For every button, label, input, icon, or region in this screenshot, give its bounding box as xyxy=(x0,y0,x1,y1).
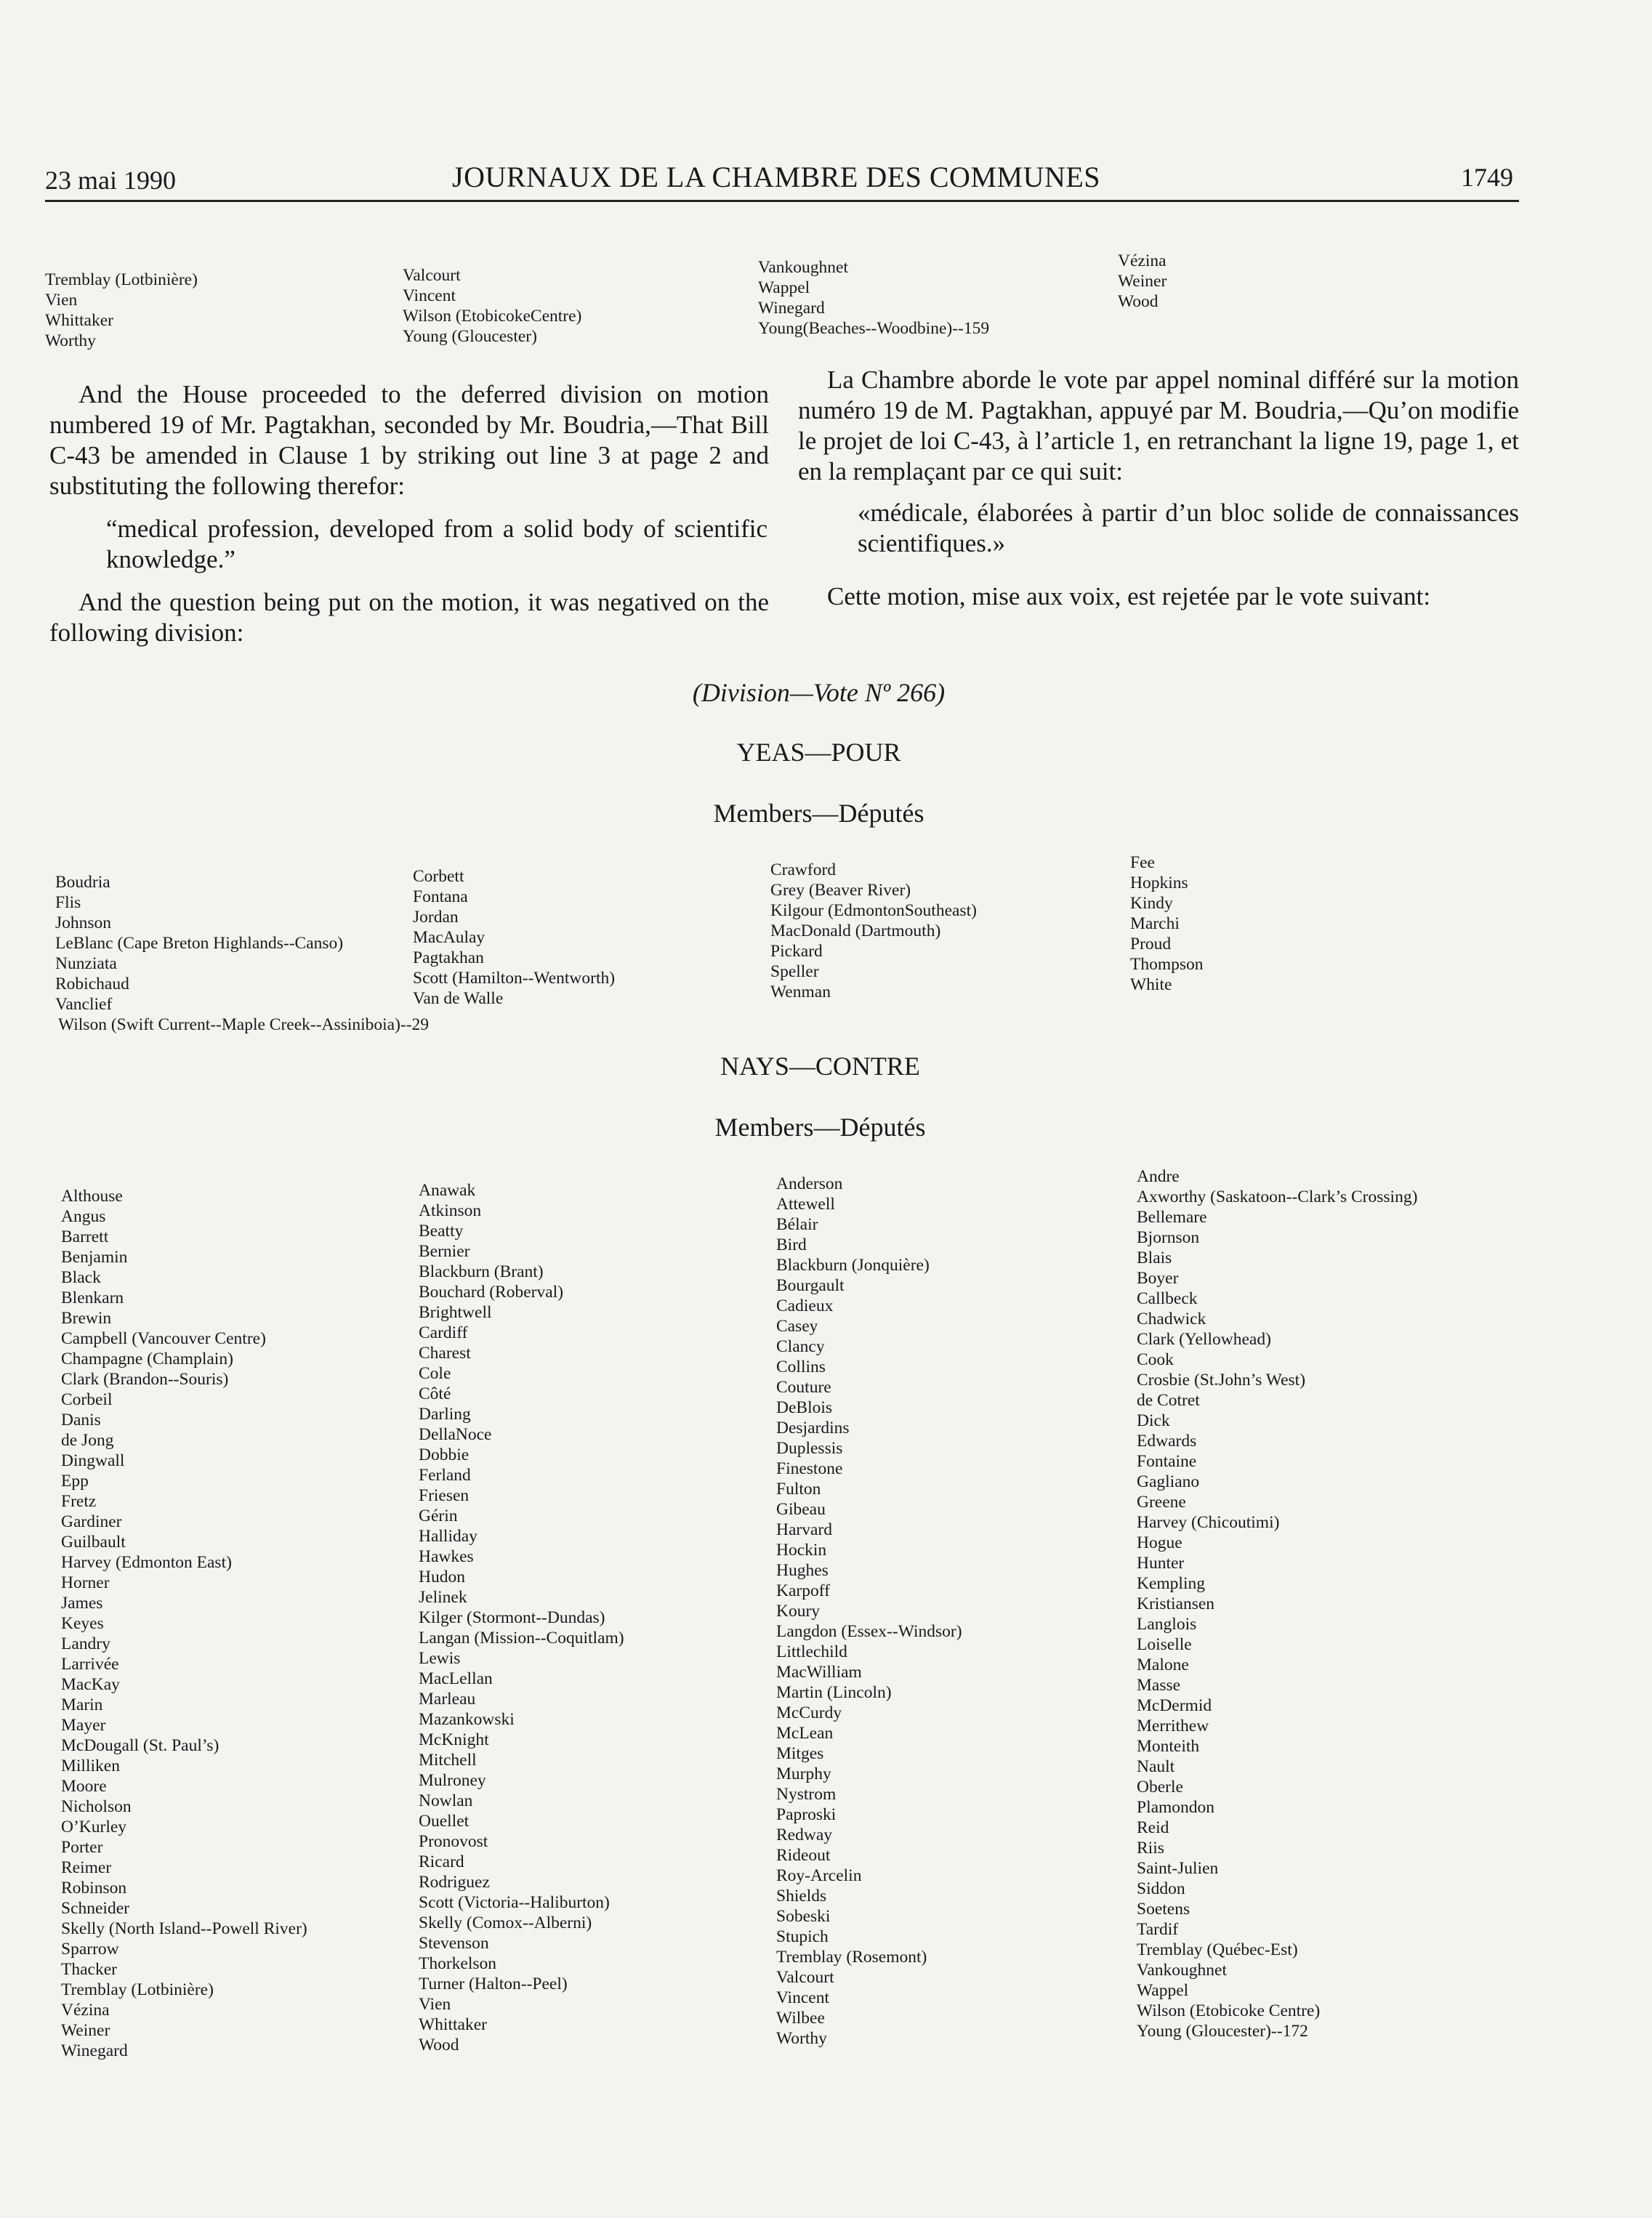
member-name: Thompson xyxy=(1130,955,1204,974)
english-motion-paragraph xyxy=(49,379,769,501)
page-header xyxy=(45,149,1519,202)
member-name: Epp xyxy=(61,1472,89,1491)
member-name: Tremblay (Lotbinière) xyxy=(61,1980,214,1999)
member-name: Fee xyxy=(1130,853,1155,872)
french-result-paragraph xyxy=(798,581,1519,612)
member-name: Bélair xyxy=(776,1215,818,1234)
member-name: Ouellet xyxy=(419,1812,470,1831)
member-name: Moore xyxy=(61,1777,107,1796)
member-name: Worthy xyxy=(776,2029,827,2048)
nays-col-1 xyxy=(61,1186,307,2061)
member-name: Vankoughnet xyxy=(758,258,849,277)
member-name: Mazankowski xyxy=(419,1710,515,1729)
member-name: Tardif xyxy=(1137,1920,1179,1939)
member-name: McDermid xyxy=(1137,1696,1212,1715)
member-name: Hogue xyxy=(1137,1533,1182,1552)
member-name: Blackburn (Jonquière) xyxy=(776,1256,930,1275)
member-name: Bjornson xyxy=(1137,1228,1200,1247)
member-name: Guilbault xyxy=(61,1533,126,1552)
member-name: Proud xyxy=(1130,935,1172,953)
member-name: Brightwell xyxy=(419,1303,492,1322)
member-name: Reimer xyxy=(61,1858,112,1877)
member-name: Hunter xyxy=(1137,1554,1185,1573)
member-name: Langan (Mission--Coquitlam) xyxy=(419,1629,624,1648)
member-name: Harvey (Edmonton East) xyxy=(61,1553,232,1572)
member-name: Vézina xyxy=(61,2001,110,2020)
member-name: Weiner xyxy=(1118,272,1167,291)
french-motion-paragraph xyxy=(798,365,1519,487)
member-name: Kristiansen xyxy=(1137,1594,1215,1613)
member-name: Skelly (North Island--Powell River) xyxy=(61,1919,307,1938)
member-name: Gérin xyxy=(419,1507,458,1525)
member-name: McKnight xyxy=(419,1730,489,1749)
member-name: Oberle xyxy=(1137,1778,1183,1796)
member-name: Langlois xyxy=(1137,1615,1197,1634)
member-name: Clark (Brandon--Souris) xyxy=(61,1370,229,1389)
member-name: Shields xyxy=(776,1887,827,1906)
member-name: Marleau xyxy=(419,1690,476,1709)
member-name: Saint-Julien xyxy=(1137,1859,1219,1878)
english-result-text: And the question being put on the motion, it was negatived on the following division: xyxy=(49,588,769,647)
member-name: Paproski xyxy=(776,1805,837,1824)
member-name: Vincent xyxy=(776,1988,829,2007)
member-name: Mulroney xyxy=(419,1771,486,1790)
member-name: Vankoughnet xyxy=(1137,1961,1228,1980)
member-name: Hughes xyxy=(776,1561,829,1580)
member-name: Scott (Hamilton--Wentworth) xyxy=(413,969,616,988)
member-name: Nault xyxy=(1137,1757,1175,1776)
yeas-heading: YEAS—POUR xyxy=(736,738,901,767)
header-page-number: 1749 xyxy=(1461,163,1513,192)
member-name: MacAulay xyxy=(413,928,485,947)
member-name: Nowlan xyxy=(419,1791,473,1810)
member-name: Danis xyxy=(61,1411,101,1429)
nays-col-3 xyxy=(776,1174,962,2049)
member-name: Ricard xyxy=(419,1852,464,1871)
member-name: Grey (Beaver River) xyxy=(770,881,911,900)
member-name: Mitges xyxy=(776,1744,824,1763)
member-name: Althouse xyxy=(61,1187,123,1206)
member-name: Sobeski xyxy=(776,1907,831,1926)
member-name: Fulton xyxy=(776,1480,821,1499)
member-name: Desjardins xyxy=(776,1419,850,1437)
member-name: Karpoff xyxy=(776,1581,830,1600)
member-name: Tremblay (Québec-Est) xyxy=(1137,1940,1298,1959)
member-name: Tremblay (Lotbinière) xyxy=(45,270,198,289)
member-name: Stupich xyxy=(776,1927,829,1946)
member-name: Siddon xyxy=(1137,1879,1185,1898)
member-name: Cook xyxy=(1137,1350,1174,1369)
member-name: O’Kurley xyxy=(61,1818,127,1836)
member-name: Côté xyxy=(419,1384,451,1403)
english-motion-text: And the House proceeded to the deferred division on motion numbered 19 of Mr. Pagtakhan, seconded by Mr. Boudria,—That Bill C-43 be amended in Clause 1 by striking out line 3 at page 2 and substituting the following therefor: xyxy=(49,380,769,500)
member-name: Crosbie (St.John’s West) xyxy=(1137,1371,1306,1390)
member-name: Champagne (Champlain) xyxy=(61,1350,233,1368)
member-name: Greene xyxy=(1137,1493,1186,1512)
member-name: Whittaker xyxy=(45,311,113,330)
member-name: Kilger (Stormont--Dundas) xyxy=(419,1608,605,1627)
member-name: Wilson (EtobicokeCentre) xyxy=(403,307,582,326)
member-name: Speller xyxy=(770,962,819,981)
member-name: Chadwick xyxy=(1137,1310,1206,1328)
nays-col-2 xyxy=(419,1180,624,2055)
member-name: Soetens xyxy=(1137,1900,1190,1919)
member-name: Hawkes xyxy=(419,1547,474,1566)
member-name: Horner xyxy=(61,1573,110,1592)
member-name: de Cotret xyxy=(1137,1391,1200,1410)
member-name: Beatty xyxy=(419,1222,464,1241)
member-name: Cole xyxy=(419,1364,451,1383)
member-name: Kempling xyxy=(1137,1574,1205,1593)
member-name: MacDonald (Dartmouth) xyxy=(770,922,941,940)
member-name: Benjamin xyxy=(61,1248,128,1267)
member-name: Kilgour (EdmontonSoutheast) xyxy=(770,901,977,920)
member-name: Redway xyxy=(776,1826,833,1844)
member-name: Koury xyxy=(776,1602,821,1621)
member-name: Keyes xyxy=(61,1614,104,1633)
member-name: White xyxy=(1130,975,1172,994)
member-name: Riis xyxy=(1137,1839,1164,1858)
member-name: Darling xyxy=(419,1405,471,1424)
member-name: DellaNoce xyxy=(419,1425,492,1444)
member-name: Pickard xyxy=(770,942,823,961)
member-name: Bourgault xyxy=(776,1276,845,1295)
yeas-total-member: Wilson (Swift Current--Maple Creek--Assiniboia)--29 xyxy=(58,1015,430,1034)
member-name: Finestone xyxy=(776,1459,843,1478)
prev-vote-col-4 xyxy=(1118,251,1167,312)
member-name: Nicholson xyxy=(61,1797,132,1816)
member-name: Reid xyxy=(1137,1818,1169,1837)
nays-heading: NAYS—CONTRE xyxy=(720,1052,920,1081)
member-name: Thorkelson xyxy=(419,1954,497,1973)
member-name: Edwards xyxy=(1137,1432,1197,1451)
member-name: Charest xyxy=(419,1344,471,1363)
nays-subheading: Members—Députés xyxy=(714,1113,926,1142)
member-name: Anderson xyxy=(776,1174,843,1193)
member-name: Roy-Arcelin xyxy=(776,1866,862,1885)
yeas-last-line xyxy=(58,1015,429,1035)
member-name: Langdon (Essex--Windsor) xyxy=(776,1622,962,1641)
member-name: Duplessis xyxy=(776,1439,843,1458)
yeas-col-2 xyxy=(413,866,615,1009)
member-name: Robichaud xyxy=(55,975,129,993)
member-name: Lewis xyxy=(419,1649,461,1668)
member-name: Young (Gloucester) xyxy=(403,327,537,346)
header-title: JOURNAUX DE LA CHAMBRE DES COMMUNES xyxy=(452,161,1101,193)
member-name: Harvard xyxy=(776,1520,832,1539)
member-name: Milliken xyxy=(61,1757,120,1775)
member-name: Hockin xyxy=(776,1541,827,1560)
member-name: Turner (Halton--Peel) xyxy=(419,1975,568,1993)
member-name: Boudria xyxy=(55,873,110,892)
member-name: Stevenson xyxy=(419,1934,489,1953)
member-name: Barrett xyxy=(61,1227,109,1246)
member-name: Wood xyxy=(1118,292,1159,311)
nays-col-4 xyxy=(1137,1166,1417,2041)
member-name: Jordan xyxy=(413,908,459,927)
member-name: Nunziata xyxy=(55,954,117,973)
member-name: Dobbie xyxy=(419,1445,470,1464)
member-name: Dingwall xyxy=(61,1451,125,1470)
member-name: Fretz xyxy=(61,1492,97,1511)
member-name: Corbeil xyxy=(61,1390,113,1409)
member-name: Scott (Victoria--Haliburton) xyxy=(419,1893,610,1912)
prev-vote-col-3 xyxy=(758,257,989,339)
member-name: Young(Beaches--Woodbine)--159 xyxy=(758,319,990,338)
member-name: Wenman xyxy=(770,983,831,1001)
member-name: Callbeck xyxy=(1137,1289,1198,1308)
member-name: Porter xyxy=(61,1838,103,1857)
division-title: (Division—Vote Nº 266) xyxy=(692,678,946,707)
member-name: Rideout xyxy=(776,1846,831,1865)
member-name: Johnson xyxy=(55,914,112,932)
member-name: Valcourt xyxy=(403,266,461,285)
header-date: 23 mai 1990 xyxy=(45,166,176,195)
member-name: McCurdy xyxy=(776,1703,842,1722)
member-name: Whittaker xyxy=(419,2015,487,2034)
member-name: Sparrow xyxy=(61,1940,119,1959)
member-name: Merrithew xyxy=(1137,1717,1209,1735)
member-name: Bouchard (Roberval) xyxy=(419,1283,564,1302)
member-name: Monteith xyxy=(1137,1737,1200,1756)
member-name: Valcourt xyxy=(776,1968,834,1987)
member-name: Anawak xyxy=(419,1181,476,1200)
member-name: LeBlanc (Cape Breton Highlands--Canso) xyxy=(55,934,344,953)
member-name: Weiner xyxy=(61,2021,110,2040)
member-name: Plamondon xyxy=(1137,1798,1215,1817)
member-name: Bird xyxy=(776,1235,807,1254)
member-name: Attewell xyxy=(776,1195,835,1214)
member-name: Loiselle xyxy=(1137,1635,1192,1654)
member-name: Masse xyxy=(1137,1676,1181,1695)
member-name: Friesen xyxy=(419,1486,470,1505)
member-name: Wilbee xyxy=(776,2009,825,2028)
member-name: Rodriguez xyxy=(419,1873,490,1892)
member-name: Pagtakhan xyxy=(413,948,484,967)
member-name: Campbell (Vancouver Centre) xyxy=(61,1329,266,1348)
member-name: Casey xyxy=(776,1317,818,1336)
member-name: Bernier xyxy=(419,1242,470,1261)
member-name: Tremblay (Rosemont) xyxy=(776,1948,927,1967)
member-name: Winegard xyxy=(61,2041,128,2060)
member-name: Clancy xyxy=(776,1337,825,1356)
member-name: Flis xyxy=(55,893,81,912)
member-name: Landry xyxy=(61,1634,110,1653)
member-name: Van de Walle xyxy=(413,989,504,1008)
member-name: Gagliano xyxy=(1137,1472,1200,1491)
member-name: Vien xyxy=(45,291,78,310)
member-name: Fontaine xyxy=(1137,1452,1197,1471)
member-name: Blais xyxy=(1137,1249,1172,1267)
member-name: Cardiff xyxy=(419,1323,468,1342)
member-name: Blenkarn xyxy=(61,1289,124,1307)
yeas-col-4 xyxy=(1130,852,1204,995)
member-name: de Jong xyxy=(61,1431,114,1450)
yeas-col-3 xyxy=(770,860,977,1002)
member-name: Vincent xyxy=(403,286,456,305)
member-name: Vézina xyxy=(1118,251,1167,270)
member-name: Black xyxy=(61,1268,101,1287)
member-name: Young (Gloucester)--172 xyxy=(1137,2022,1308,2041)
member-name: McLean xyxy=(776,1724,834,1743)
member-name: Angus xyxy=(61,1207,106,1226)
member-name: Wilson (Etobicoke Centre) xyxy=(1137,2001,1321,2020)
member-name: Harvey (Chicoutimi) xyxy=(1137,1513,1280,1532)
yeas-subheading: Members—Députés xyxy=(713,799,924,828)
member-name: Atkinson xyxy=(419,1201,482,1220)
member-name: Malone xyxy=(1137,1656,1189,1674)
member-name: Blackburn (Brant) xyxy=(419,1262,544,1281)
member-name: Mitchell xyxy=(419,1751,477,1770)
member-name: Gibeau xyxy=(776,1500,826,1519)
member-name: Crawford xyxy=(770,860,837,879)
member-name: DeBlois xyxy=(776,1398,833,1417)
member-name: Ferland xyxy=(419,1466,471,1485)
prev-vote-col-1 xyxy=(45,270,198,351)
french-motion-text: La Chambre aborde le vote par appel nominal différé sur la motion numéro 19 de M. Pagtakhan, appuyé par M. Boudria,—Qu’on modifie le projet de loi C-43, à l’article 1, en retranchant la ligne 19, page 1, et en la remplaçant par ce qui suit: xyxy=(798,366,1519,485)
member-name: Gardiner xyxy=(61,1512,122,1531)
member-name: Hopkins xyxy=(1130,874,1188,892)
member-name: Fontana xyxy=(413,887,468,906)
member-name: Larrivée xyxy=(61,1655,119,1674)
member-name: Corbett xyxy=(413,867,464,886)
member-name: Dick xyxy=(1137,1411,1170,1430)
member-name: Thacker xyxy=(61,1960,117,1979)
yeas-col-1 xyxy=(55,872,343,1015)
member-name: Mayer xyxy=(61,1716,106,1735)
member-name: Nystrom xyxy=(776,1785,837,1804)
french-quote: «médicale, élaborées à partir d’un bloc solide de connaissances scientifiques.» xyxy=(858,499,1519,557)
member-name: Vanclief xyxy=(55,995,113,1014)
member-name: Kindy xyxy=(1130,894,1173,913)
member-name: Jelinek xyxy=(419,1588,467,1607)
member-name: Boyer xyxy=(1137,1269,1179,1288)
member-name: Wappel xyxy=(1137,1981,1189,2000)
member-name: Skelly (Comox--Alberni) xyxy=(419,1913,592,1932)
member-name: Clark (Yellowhead) xyxy=(1137,1330,1271,1349)
member-name: Halliday xyxy=(419,1527,478,1546)
member-name: James xyxy=(61,1594,103,1613)
member-name: Couture xyxy=(776,1378,831,1397)
member-name: Murphy xyxy=(776,1765,831,1783)
member-name: Schneider xyxy=(61,1899,129,1918)
english-quote: “medical profession, developed from a solid body of scientific knowledge.” xyxy=(106,515,767,573)
member-name: Winegard xyxy=(758,299,825,318)
member-name: Andre xyxy=(1137,1167,1180,1186)
member-name: Brewin xyxy=(61,1309,112,1328)
member-name: Axworthy (Saskatoon--Clark’s Crossing) xyxy=(1137,1187,1418,1206)
member-name: Marchi xyxy=(1130,914,1180,933)
member-name: Collins xyxy=(776,1358,826,1376)
member-name: Worthy xyxy=(45,331,96,350)
french-result-text: Cette motion, mise aux voix, est rejetée par le vote suivant: xyxy=(827,582,1431,610)
member-name: MacKay xyxy=(61,1675,120,1694)
member-name: Wappel xyxy=(758,278,810,297)
member-name: MacLellan xyxy=(419,1669,493,1688)
member-name: Vien xyxy=(419,1995,451,2014)
member-name: Marin xyxy=(61,1695,103,1714)
member-name: Littlechild xyxy=(776,1642,847,1661)
member-name: Bellemare xyxy=(1137,1208,1207,1227)
member-name: MacWilliam xyxy=(776,1663,862,1682)
member-name: Hudon xyxy=(419,1568,465,1586)
english-result-paragraph xyxy=(49,587,769,648)
member-name: Martin (Lincoln) xyxy=(776,1683,892,1702)
member-name: Pronovost xyxy=(419,1832,488,1851)
member-name: Robinson xyxy=(61,1879,127,1898)
member-name: McDougall (St. Paul’s) xyxy=(61,1736,219,1755)
member-name: Wood xyxy=(419,2036,459,2054)
prev-vote-col-2 xyxy=(403,265,581,347)
member-name: Cadieux xyxy=(776,1296,834,1315)
